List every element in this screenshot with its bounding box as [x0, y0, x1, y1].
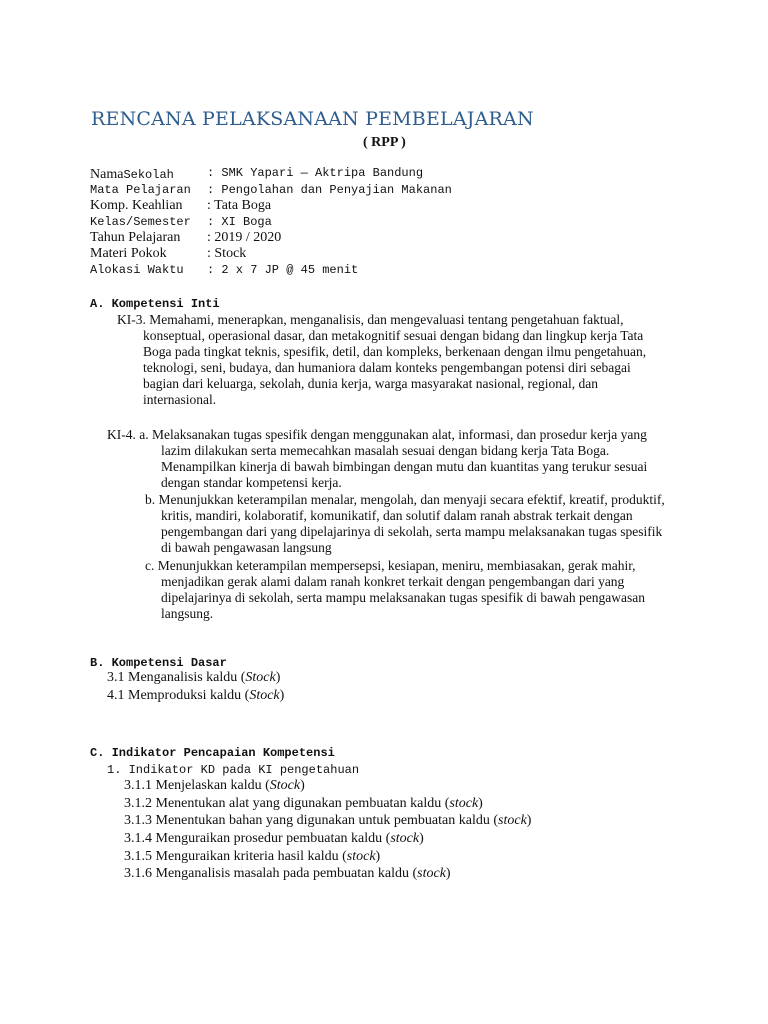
ki4c-paragraph: c. Menunjukkan keterampilan mempersepsi, kesiapan, meniru, membiasakan, gerak mahir, menjadikan gerak alami dalam ranah konkret terkait dengan pengembangan dari yang dipelajarinya di sekolah, serta mampu melaksanakan tugas spesifik di bawah pengawasan langsung.: [145, 558, 645, 621]
document-page: RENCANA PELAKSANAAN PEMBELAJARAN ( RPP ) NamaSekolah : SMK Yapari — Aktripa Bandung Mata Pelajaran : Pengolahan dan Penyajian Makanan Komp. Keahlian : Tata Boga Kelas/Semester : XI Boga Tahun Pelajaran : 2019 / 2020 Materi Pokok : Stock Alokasi Waktu : 2 x 7 JP @ 45 menit A. Kompetensi Inti KI-3. Memahami, menerapkan, menganalisis, dan mengevaluasi tentang pengetahuan faktual, konseptual, operasional dasar, dan metakognitif sesuai dengan bidang dan lingkup kerja Tata Boga pada tingkat teknis, spesifik, detil, dan kompleks, berkenaan dengan ilmu pengetahuan, teknologi, seni, budaya, dan humaniora dalam konteks pengembangan potensi diri sebagai bagian dari keluarga, sekolah, dunia kerja, warga masyarakat nasional, regional, dan internasional. KI-4. a. Melaksanakan tugas spesifik dengan menggunakan alat, informasi, dan prosedur kerja yang lazim dilakukan serta memecahkan masalah sesuai dengan bidang kerja Tata Boga. Menampilkan kinerja di bawah bimbingan dengan mutu dan kuantitas yang terukur sesuai dengan standar kompetensi kerja. b. Menunjukkan keterampilan menalar, mengolah, dan menyaji secara efektif, kreatif, produktif, kritis, mandiri, kolaboratif, komunikatif, dan solutif dalam ranah abstrak terkait dengan pengembangan dari yang dipelajarinya di sekolah, serta mampu melaksanakan tugas spesifik di bawah pengawasan langsung c. Menunjukkan keterampilan mempersepsi, kesiapan, meniru, membiasakan, gerak mahir, menjadikan gerak alami dalam ranah konkret terkait dengan pengembangan dari yang dipelajarinya di sekolah, serta mampu melaksanakan tugas spesifik di bawah pengawasan langsung. B. Kompetensi Dasar 3.1 Menganalisis kaldu (Stock) 4.1 Memproduksi kaldu (Stock) C. Indikator Pencapaian Kompetensi 1. Indikator KD pada KI pengetahuan 3.1.1 Menjelaskan kaldu (Stock) 3.1.2 Menentukan alat yang digunakan pembuatan kaldu (stock) 3.1.3 Menentukan bahan yang digunakan untuk pembuatan kaldu (stock) 3.1.4 Menguraikan prosedur pembuatan kaldu (stock) 3.1.5 Menguraikan kriteria hasil kaldu (stock) 3.1.6 Menganalisis masalah pada pembuatan kaldu (stock): [0, 0, 768, 1024]
indicator-item: 3.1.6 Menganalisis masalah pada pembuatan kaldu (stock): [124, 866, 451, 881]
section-c-heading: C. Indikator Pencapaian Kompetensi: [90, 746, 335, 760]
document-subtitle: ( RPP ): [363, 135, 406, 150]
ki4b-paragraph: b. Menunjukkan keterampilan menalar, mengolah, dan menyaji secara efektif, kreatif, produktif, kritis, mandiri, kolaboratif, komunikatif, dan solutif dalam ranah abstrak terkait dengan pengembangan dari yang dipelajarinya di sekolah, serta mampu melaksanakan tugas spesifik di bawah pengawasan langsung: [145, 492, 665, 555]
ki3-paragraph: KI-3. Memahami, menerapkan, menganalisis, dan mengevaluasi tentang pengetahuan faktual, konseptual, operasional dasar, dan metakognitif sesuai dengan bidang dan lingkup kerja Tata Boga pada tingkat teknis, spesifik, detil, dan kompleks, berkenaan dengan ilmu pengetahuan, teknologi, seni, budaya, dan humaniora dalam konteks pengembangan potensi diri sebagai bagian dari keluarga, sekolah, dunia kerja, warga masyarakat nasional, regional, dan internasional.: [117, 312, 647, 407]
section-a-heading: A. Kompetensi Inti: [90, 297, 220, 311]
indicator-subheading: 1. Indikator KD pada KI pengetahuan: [107, 763, 360, 777]
indicator-item: 3.1.4 Menguraikan prosedur pembuatan kaldu (stock): [124, 831, 424, 846]
indicator-item: 3.1.1 Menjelaskan kaldu (Stock): [124, 778, 305, 793]
indicator-item: 3.1.5 Menguraikan kriteria hasil kaldu (stock): [124, 849, 381, 864]
section-b-heading: B. Kompetensi Dasar: [90, 656, 227, 670]
kd-item: 3.1 Menganalisis kaldu (Stock): [107, 670, 281, 685]
indicator-item: 3.1.2 Menentukan alat yang digunakan pembuatan kaldu (stock): [124, 796, 483, 811]
indicator-item: 3.1.3 Menentukan bahan yang digunakan untuk pembuatan kaldu (stock): [124, 813, 532, 828]
kd-item: 4.1 Memproduksi kaldu (Stock): [107, 688, 285, 703]
document-title: RENCANA PELAKSANAAN PEMBELAJARAN: [91, 108, 534, 130]
ki4a-paragraph: KI-4. a. Melaksanakan tugas spesifik dengan menggunakan alat, informasi, dan prosedur kerja yang lazim dilakukan serta memecahkan masalah sesuai dengan bidang kerja Tata Boga. Menampilkan kinerja di bawah bimbingan dengan mutu dan kuantitas yang terukur sesuai dengan standar kompetensi kerja.: [107, 427, 648, 490]
